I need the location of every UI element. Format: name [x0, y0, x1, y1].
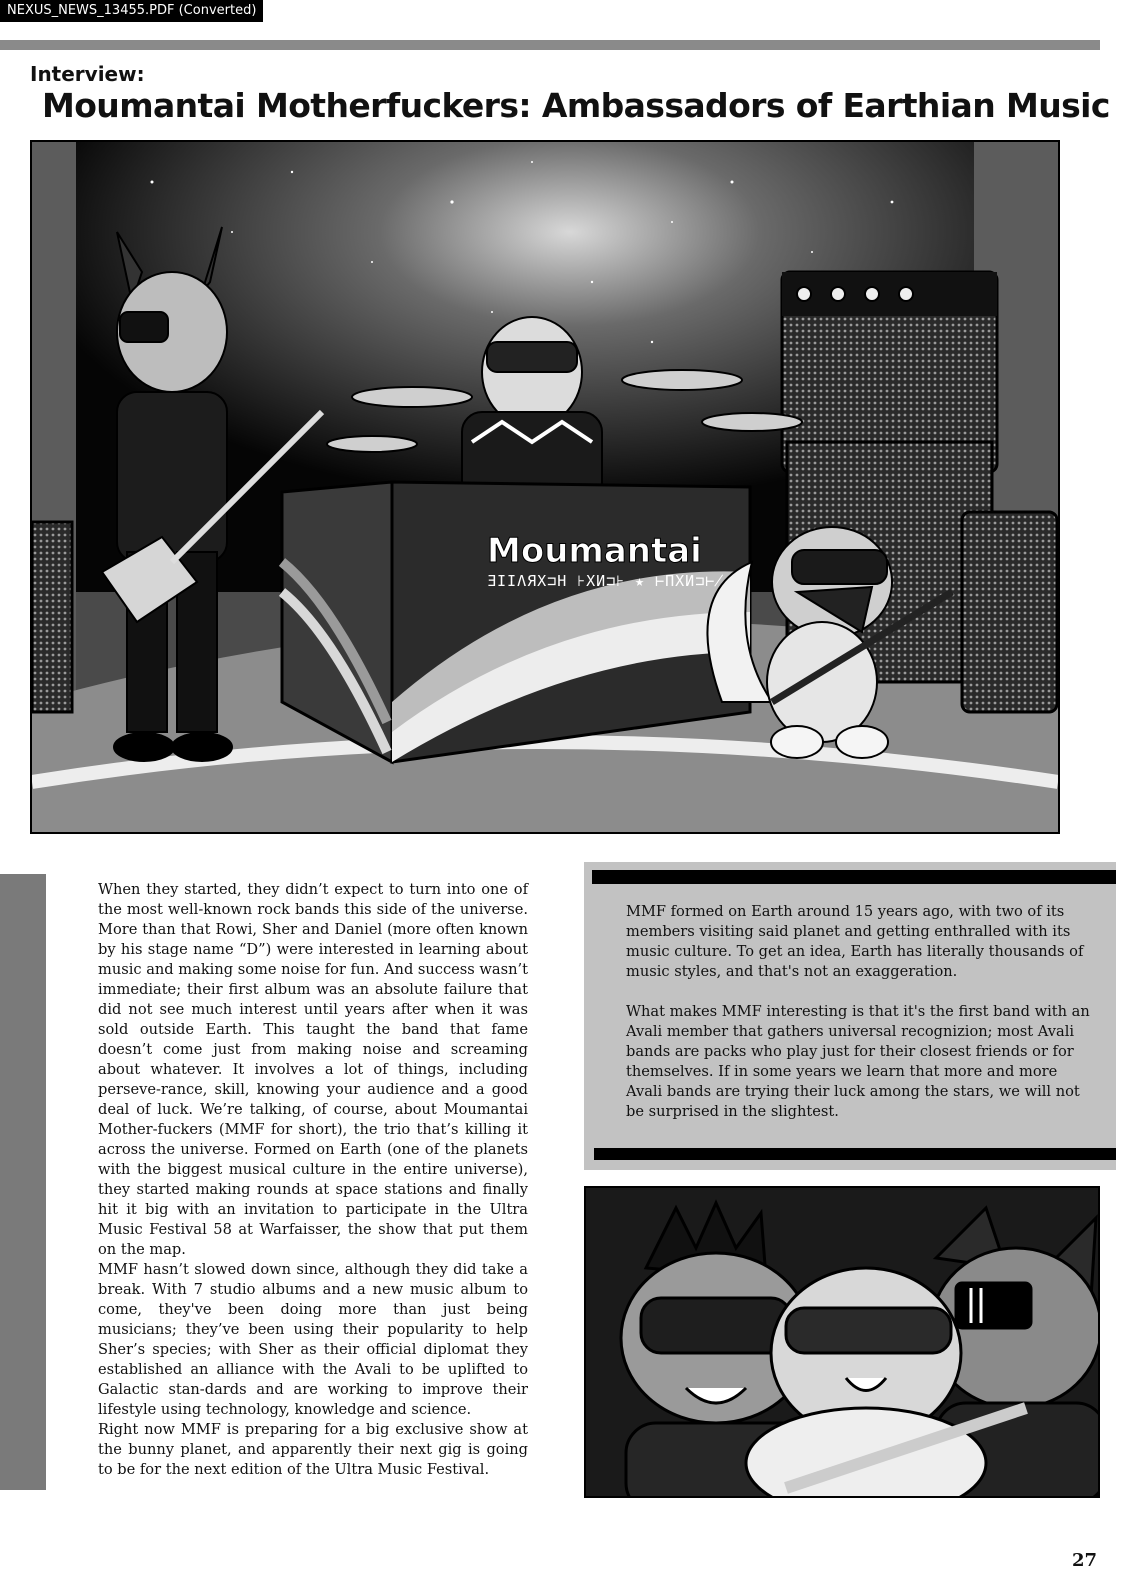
article-paragraph: MMF hasn’t slowed down since, although they did take a break. With 7 studio albums and a new music album to come, they've been doing more than just being musicians; they’ve been using their popularity to help Sher’s species; with Sher as their official diplomat they established an alliance with the Avali to be uplifted to Galactic stan-dards and are working to improve their lifestyle using technology, knowledge and science. [98, 1261, 528, 1418]
article-paragraph: Right now MMF is preparing for a big exclusive show at the bunny planet, and apparently their next gig is going to be for the next edition of the Ultra Music Festival. [98, 1421, 528, 1478]
header-divider [0, 40, 1100, 50]
fact-box [584, 862, 1116, 1170]
file-label: NEXUS_NEWS_13455.PDF (Converted) [0, 0, 263, 22]
page-number: 27 [1072, 1550, 1098, 1571]
band-illustration [30, 140, 1060, 834]
fact-box-top-rule [592, 870, 1116, 884]
amp-left [32, 522, 72, 712]
fact-box-text [626, 902, 1096, 1142]
band-closeup-scene [586, 1188, 1098, 1496]
side-accent-bar [0, 874, 46, 1490]
article-paragraph: When they started, they didn’t expect to turn into one of the most well-known rock bands this side of the universe. More than that Rowi, Sher and Daniel (more often known by his stage name “D”) were interested in learning about music and making some noise for fun. And success wasn’t immediate; their first album was an absolute failure that did not see much interest until years after when it was sold outside Earth. This taught the band that fame doesn’t come just from making noise and screaming about whatever. It involves a lot of things, including perseve-rance, skill, knowing your audience and a good deal of luck. We’re talking, of course, about Moumantai Mother-fuckers (MMF for short), the trio that’s killing it across the universe. Formed on Earth (one of the planets with the biggest musical culture in the entire universe), they started making rounds at space stations and finally hit it big with an invitation to participate in the Ultra Music Festival 58 at Warfaisser, the show that put them on the map. [98, 881, 528, 1258]
amp-right [962, 512, 1057, 712]
fact-box-paragraph: What makes MMF interesting is that it's the first band with an Avali member that gathers universal recognizion; most Avali bands are packs who play just for their closest friends or for themselves. If in some years we learn that more and more Avali bands are trying their luck among the stars, we will not be surprised in the slightest. [626, 1003, 1090, 1120]
band-closeup-illustration [584, 1186, 1100, 1498]
band-stage-scene [32, 142, 1058, 832]
page-title: Moumantai Motherfuckers: Ambassadors of Earthian Music [42, 86, 1110, 125]
fact-box-paragraph: MMF formed on Earth around 15 years ago, with two of its members visiting said planet and getting enthralled with its music culture. To get an idea, Earth has literally thousands of music styles, and that's not an exaggeration. [626, 903, 1084, 980]
drum-shield [282, 482, 750, 762]
band-logo-glyphs: ƎIIΛЯX⊐H ⊦XИ⊐⊦ ★ ⊢ΠXИ⊐⊬ [487, 572, 725, 590]
fact-box-bottom-rule [594, 1148, 1116, 1160]
article-body [98, 880, 528, 1480]
section-kicker: Interview: [30, 62, 145, 86]
band-logo-text: Moumantai [487, 531, 702, 571]
